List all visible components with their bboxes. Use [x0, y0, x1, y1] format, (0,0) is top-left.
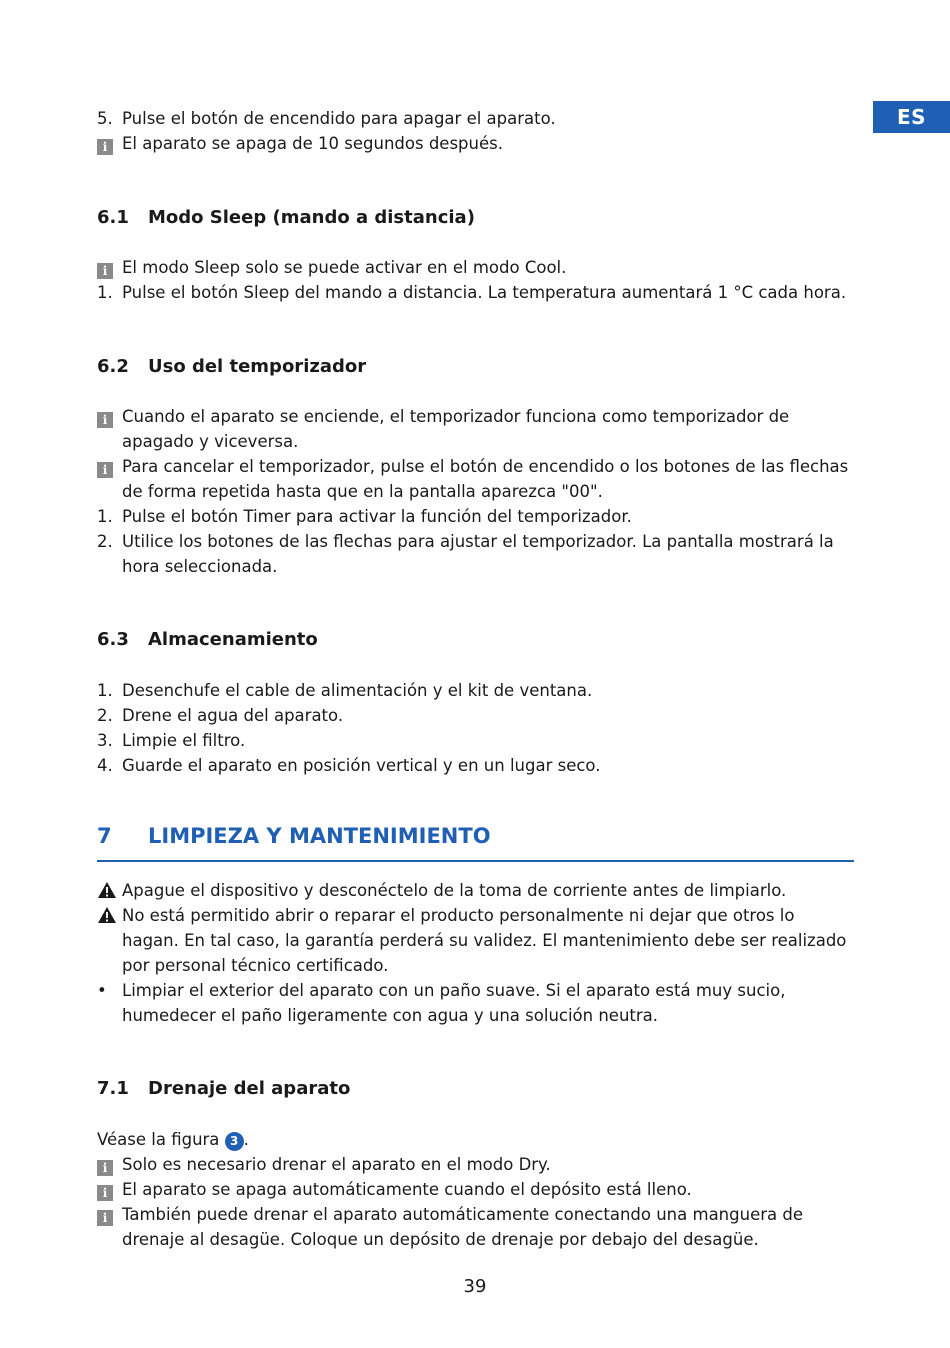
info-icon: i [97, 1185, 113, 1201]
list-text: Pulse el botón de encendido para apagar el aparato. [122, 109, 556, 128]
list-text-continued: hora seleccionada. [122, 557, 278, 576]
section-number: 7.1 [97, 1078, 129, 1099]
list-number: 5. [97, 109, 113, 128]
list-number: 4. [97, 756, 113, 775]
bullet-text-continued: humedecer el paño ligeramente con agua y una solución neutra. [122, 1006, 659, 1025]
info-icon: i [97, 263, 113, 279]
info-note [97, 1177, 692, 1202]
list-item [97, 106, 556, 131]
page-number: 39 [463, 1276, 487, 1297]
warning-note [97, 878, 786, 903]
list-text: Pulse el botón Sleep del mando a distancia. La temperatura aumentará 1 °C cada hora. [122, 283, 847, 302]
info-note [97, 1152, 551, 1177]
info-note [97, 404, 789, 429]
info-text: El aparato se apaga de 10 segundos después. [122, 134, 503, 153]
info-text-continued: drenaje al desagüe. Coloque un depósito de drenaje por debajo del desagüe. [122, 1230, 759, 1249]
info-note [97, 1202, 803, 1227]
info-note [97, 255, 566, 280]
info-icon: i [97, 1210, 113, 1226]
section-heading [97, 205, 475, 230]
figure-reference-text: Véase la figura [97, 1130, 220, 1149]
list-text: Guarde el aparato en posición vertical y en un lugar seco. [122, 756, 601, 775]
info-text: Cuando el aparato se enciende, el temporizador funciona como temporizador de [122, 407, 790, 426]
warning-icon [97, 906, 117, 924]
info-text: Para cancelar el temporizador, pulse el botón de encendido o los botones de las flechas [122, 457, 849, 476]
info-text: También puede drenar el aparato automáticamente conectando una manguera de [122, 1205, 803, 1224]
figure-reference-end: . [243, 1130, 249, 1149]
warning-note [97, 903, 794, 928]
list-number: 1. [97, 507, 113, 526]
section-number: 6.2 [97, 356, 129, 377]
figure-reference [97, 1127, 249, 1152]
list-text: Utilice los botones de las flechas para ajustar el temporizador. La pantalla mostrará la [122, 532, 834, 551]
list-item [97, 678, 592, 703]
section-number: 6.3 [97, 629, 129, 650]
section-title: Uso del temporizador [148, 356, 367, 377]
info-note [97, 131, 503, 156]
info-note [97, 454, 848, 479]
bullet-item [97, 978, 785, 1003]
info-text-continued: apagado y viceversa. [122, 432, 299, 451]
info-icon: i [97, 462, 113, 478]
list-item [97, 529, 834, 554]
list-text: Desenchufe el cable de alimentación y el kit de ventana. [122, 681, 593, 700]
bullet-text: Limpiar el exterior del aparato con un paño suave. Si el aparato está muy sucio, [122, 981, 786, 1000]
chapter-title: LIMPIEZA Y MANTENIMIENTO [148, 824, 491, 848]
list-number: 1. [97, 681, 113, 700]
figure-number-badge: 3 [225, 1132, 244, 1151]
warning-text-continued: por personal técnico certificado. [122, 956, 389, 975]
warning-text-continued: hagan. En tal caso, la garantía perderá su validez. El mantenimiento debe ser realizado [122, 931, 847, 950]
list-item [97, 703, 343, 728]
bullet-mark: • [97, 981, 107, 1000]
chapter-heading [97, 824, 854, 862]
info-text: El modo Sleep solo se puede activar en el modo Cool. [122, 258, 567, 277]
list-item [97, 753, 600, 778]
list-number: 1. [97, 283, 113, 302]
list-text: Pulse el botón Timer para activar la función del temporizador. [122, 507, 632, 526]
list-item [97, 504, 632, 529]
section-title: Almacenamiento [148, 629, 318, 650]
list-text: Drene el agua del aparato. [122, 706, 344, 725]
info-icon: i [97, 139, 113, 155]
warning-text: No está permitido abrir o reparar el producto personalmente ni dejar que otros lo [122, 906, 795, 925]
chapter-number: 7 [97, 824, 112, 848]
list-text: Limpie el filtro. [122, 731, 246, 750]
info-text: El aparato se apaga automáticamente cuando el depósito está lleno. [122, 1180, 692, 1199]
language-tab: ES [873, 101, 950, 133]
section-heading [97, 354, 366, 379]
info-icon: i [97, 1160, 113, 1176]
section-heading [97, 627, 318, 652]
info-text-continued: de forma repetida hasta que en la pantalla aparezca "00". [122, 482, 603, 501]
section-heading [97, 1076, 350, 1101]
list-number: 2. [97, 532, 113, 551]
info-icon: i [97, 412, 113, 428]
section-number: 6.1 [97, 207, 129, 228]
list-item [97, 728, 245, 753]
list-number: 3. [97, 731, 113, 750]
section-title: Modo Sleep (mando a distancia) [148, 207, 475, 228]
warning-text: Apague el dispositivo y desconéctelo de la toma de corriente antes de limpiarlo. [122, 881, 787, 900]
section-title: Drenaje del aparato [148, 1078, 351, 1099]
warning-icon [97, 881, 117, 899]
list-number: 2. [97, 706, 113, 725]
info-text: Solo es necesario drenar el aparato en el modo Dry. [122, 1155, 551, 1174]
list-item [97, 280, 846, 305]
